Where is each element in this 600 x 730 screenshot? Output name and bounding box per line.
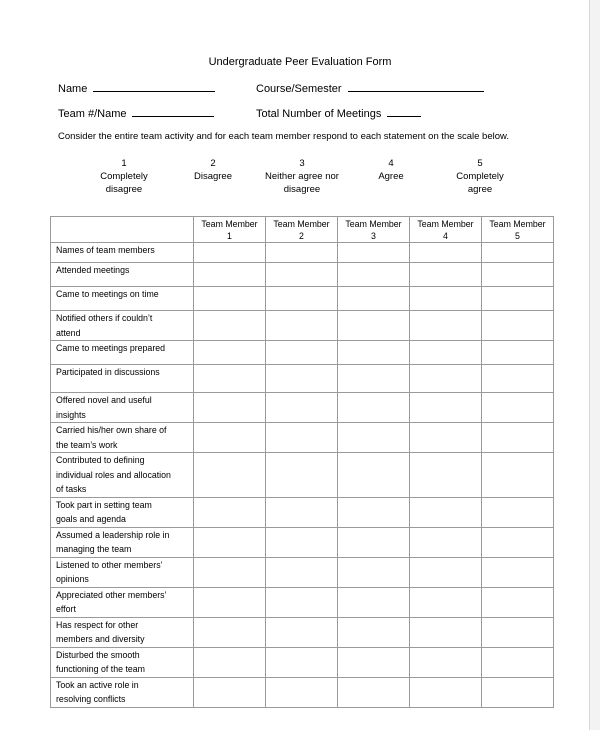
rating-cell[interactable] xyxy=(266,423,338,453)
rating-cell[interactable] xyxy=(482,287,554,311)
criterion-label xyxy=(51,453,194,498)
name-cell-5[interactable] xyxy=(482,243,554,263)
criterion-text: effort xyxy=(56,604,76,614)
criterion-label xyxy=(51,557,194,587)
team-member-number: 1 xyxy=(227,230,232,241)
rating-cell[interactable] xyxy=(338,393,410,423)
scale-text: Completely xyxy=(100,171,148,182)
criterion-text: of tasks xyxy=(56,484,87,494)
name-blank[interactable] xyxy=(93,81,215,92)
scale-number: 4 xyxy=(388,158,394,169)
criterion-text: Attended meetings xyxy=(56,265,130,275)
team-member-label: Team Member xyxy=(273,219,330,229)
names-header xyxy=(51,243,194,263)
name-cell-2[interactable] xyxy=(266,243,338,263)
rating-cell[interactable] xyxy=(194,647,266,677)
criterion-label xyxy=(51,617,194,647)
rating-cell[interactable] xyxy=(266,341,338,365)
team-member-header-3 xyxy=(338,217,410,243)
rating-cell[interactable] xyxy=(194,587,266,617)
rating-cell[interactable] xyxy=(266,365,338,393)
rating-cell[interactable] xyxy=(338,617,410,647)
rating-cell[interactable] xyxy=(338,677,410,707)
rating-cell[interactable] xyxy=(194,365,266,393)
rating-cell[interactable] xyxy=(338,311,410,341)
criterion-label xyxy=(51,423,194,453)
corner-cell xyxy=(51,217,194,243)
table-row xyxy=(51,527,554,557)
criterion-label xyxy=(51,587,194,617)
course-blank[interactable] xyxy=(348,81,484,92)
criterion-text: goals and agenda xyxy=(56,514,126,524)
table-header-row xyxy=(51,217,554,243)
rating-cell[interactable] xyxy=(338,497,410,527)
table-row xyxy=(51,263,554,287)
criterion-text: Disturbed the smooth xyxy=(56,649,140,660)
rating-cell[interactable] xyxy=(482,341,554,365)
criterion-label xyxy=(51,287,194,311)
team-member-label: Team Member xyxy=(417,219,474,229)
scale-text: disagree xyxy=(105,184,143,195)
name-cell-3[interactable] xyxy=(338,243,410,263)
name-cell-1[interactable] xyxy=(194,243,266,263)
rating-cell[interactable] xyxy=(266,677,338,707)
scale-text: Completely xyxy=(456,171,504,182)
names-row xyxy=(51,243,554,263)
criterion-text: insights xyxy=(56,409,86,420)
rating-cell[interactable] xyxy=(410,527,482,557)
criterion-text: the team’s work xyxy=(56,439,118,450)
rating-cell[interactable] xyxy=(482,647,554,677)
rating-cell[interactable] xyxy=(194,527,266,557)
rating-cell[interactable] xyxy=(482,497,554,527)
criterion-text: Took part in setting team xyxy=(56,499,152,510)
rating-cell[interactable] xyxy=(410,677,482,707)
rating-cell[interactable] xyxy=(410,287,482,311)
scale-text: Disagree xyxy=(193,171,233,182)
rating-cell[interactable] xyxy=(266,617,338,647)
rating-cell[interactable] xyxy=(410,393,482,423)
course-label: Course/Semester xyxy=(256,83,342,95)
rating-cell[interactable] xyxy=(410,647,482,677)
criterion-label xyxy=(51,341,194,365)
rating-cell[interactable] xyxy=(194,557,266,587)
table-row xyxy=(51,423,554,453)
table-row xyxy=(51,677,554,707)
rating-cell[interactable] xyxy=(194,617,266,647)
rating-cell[interactable] xyxy=(410,311,482,341)
meetings-field[interactable] xyxy=(256,106,421,120)
criterion-label xyxy=(51,365,194,393)
rating-cell[interactable] xyxy=(194,423,266,453)
team-member-number: 4 xyxy=(443,230,448,241)
rating-cell[interactable] xyxy=(338,587,410,617)
rating-cell[interactable] xyxy=(194,393,266,423)
rating-cell[interactable] xyxy=(338,453,410,498)
criterion-label xyxy=(51,311,194,341)
team-member-label: Team Member xyxy=(489,219,546,229)
rating-cell[interactable] xyxy=(194,341,266,365)
criterion-text: Appreciated other members’ xyxy=(56,589,167,600)
team-member-number: 5 xyxy=(515,230,520,241)
rating-cell[interactable] xyxy=(482,527,554,557)
rating-cell[interactable] xyxy=(482,263,554,287)
criterion-text: Came to meetings on time xyxy=(56,289,159,299)
team-member-header-1 xyxy=(194,217,266,243)
criterion-label xyxy=(51,497,194,527)
rating-cell[interactable] xyxy=(482,423,554,453)
rating-cell[interactable] xyxy=(482,453,554,498)
instructions: Consider the entire team activity and for each team member respond to each statement on the scale below. xyxy=(58,131,509,142)
criterion-label xyxy=(51,393,194,423)
rating-cell[interactable] xyxy=(338,557,410,587)
criterion-text: managing the team xyxy=(56,544,132,554)
rating-cell[interactable] xyxy=(194,677,266,707)
table-row xyxy=(51,365,554,393)
rating-cell[interactable] xyxy=(410,423,482,453)
rating-cell[interactable] xyxy=(266,453,338,498)
criterion-text: Came to meetings prepared xyxy=(56,343,166,353)
rating-cell[interactable] xyxy=(482,557,554,587)
table-row xyxy=(51,497,554,527)
criterion-text: Took an active role in xyxy=(56,679,139,690)
table-row xyxy=(51,393,554,423)
rating-cell[interactable] xyxy=(482,311,554,341)
rating-cell[interactable] xyxy=(410,365,482,393)
rating-cell[interactable] xyxy=(410,341,482,365)
rating-cell[interactable] xyxy=(266,557,338,587)
names-header-label: Names of team members xyxy=(56,245,155,255)
course-field[interactable] xyxy=(256,81,484,95)
rating-cell[interactable] xyxy=(338,263,410,287)
table-row xyxy=(51,287,554,311)
rating-cell[interactable] xyxy=(410,263,482,287)
form-title: Undergraduate Peer Evaluation Form xyxy=(208,56,392,68)
table-row xyxy=(51,311,554,341)
criterion-text: Notified others if couldn’t xyxy=(56,313,153,323)
name-label: Name xyxy=(58,83,88,95)
scale-number: 2 xyxy=(210,158,216,169)
rating-cell[interactable] xyxy=(410,453,482,498)
criterion-text: Carried his/her own share of xyxy=(56,425,167,435)
criterion-text: opinions xyxy=(56,574,89,584)
team-member-header-2 xyxy=(266,217,338,243)
table-row xyxy=(51,587,554,617)
rating-cell[interactable] xyxy=(338,423,410,453)
rating-cell[interactable] xyxy=(338,287,410,311)
criterion-text: Offered novel and useful xyxy=(56,395,152,405)
rating-cell[interactable] xyxy=(482,365,554,393)
criterion-text: Listened to other members’ xyxy=(56,559,163,570)
rating-cell[interactable] xyxy=(194,311,266,341)
scale-text: disagree xyxy=(283,184,321,195)
rating-cell[interactable] xyxy=(482,617,554,647)
rating-cell[interactable] xyxy=(338,647,410,677)
rating-cell[interactable] xyxy=(410,557,482,587)
scale-text: agree xyxy=(467,184,493,195)
scale-text: Neither agree nor xyxy=(265,171,339,182)
rating-cell[interactable] xyxy=(194,497,266,527)
criterion-text: individual roles and allocation xyxy=(56,469,171,480)
team-member-label: Team Member xyxy=(201,219,258,229)
rating-cell[interactable] xyxy=(482,393,554,423)
criterion-text: Contributed to defining xyxy=(56,455,145,465)
criterion-label xyxy=(51,263,194,287)
criterion-text: Has respect for other xyxy=(56,619,139,630)
rating-cell[interactable] xyxy=(266,497,338,527)
table-row xyxy=(51,341,554,365)
team-member-header-5 xyxy=(482,217,554,243)
scale-number: 1 xyxy=(121,158,127,169)
scale-number: 5 xyxy=(477,158,483,169)
table-row xyxy=(51,557,554,587)
rating-cell[interactable] xyxy=(194,287,266,311)
table-row xyxy=(51,647,554,677)
rating-cell[interactable] xyxy=(266,263,338,287)
rating-cell[interactable] xyxy=(338,341,410,365)
rating-cell[interactable] xyxy=(194,263,266,287)
evaluation-table xyxy=(50,216,554,708)
rating-cell[interactable] xyxy=(266,287,338,311)
rating-cell[interactable] xyxy=(194,453,266,498)
criterion-label xyxy=(51,677,194,707)
criterion-label xyxy=(51,527,194,557)
team-member-header-4 xyxy=(410,217,482,243)
team-field[interactable] xyxy=(58,106,214,120)
rating-cell[interactable] xyxy=(482,677,554,707)
rating-cell[interactable] xyxy=(410,497,482,527)
scale-number: 3 xyxy=(299,158,305,169)
criterion-text: Participated in discussions xyxy=(56,367,160,377)
rating-cell[interactable] xyxy=(266,647,338,677)
criterion-text: functioning of the team xyxy=(56,664,146,674)
criterion-label xyxy=(51,647,194,677)
team-member-label: Team Member xyxy=(345,219,402,229)
criterion-text: Assumed a leadership role in xyxy=(56,529,170,540)
rating-cell[interactable] xyxy=(482,587,554,617)
rating-cell[interactable] xyxy=(338,365,410,393)
team-member-number: 2 xyxy=(299,230,304,241)
meetings-blank[interactable] xyxy=(387,106,421,117)
rating-cell[interactable] xyxy=(266,311,338,341)
scale-item-5 xyxy=(425,157,535,196)
meetings-label: Total Number of Meetings xyxy=(256,108,382,120)
table-row xyxy=(51,617,554,647)
team-label: Team #/Name xyxy=(58,108,127,120)
criterion-text: attend xyxy=(56,327,81,338)
rating-cell[interactable] xyxy=(266,393,338,423)
rating-cell[interactable] xyxy=(266,527,338,557)
name-cell-4[interactable] xyxy=(410,243,482,263)
rating-cell[interactable] xyxy=(410,587,482,617)
name-field[interactable] xyxy=(58,81,215,95)
table-row xyxy=(51,453,554,498)
criterion-text: resolving conflicts xyxy=(56,694,126,704)
rating-cell[interactable] xyxy=(266,587,338,617)
rating-cell[interactable] xyxy=(410,617,482,647)
team-member-number: 3 xyxy=(371,230,376,241)
criterion-text: members and diversity xyxy=(56,634,145,644)
scale-text: Agree xyxy=(378,171,404,182)
team-blank[interactable] xyxy=(132,106,214,117)
rating-cell[interactable] xyxy=(338,527,410,557)
